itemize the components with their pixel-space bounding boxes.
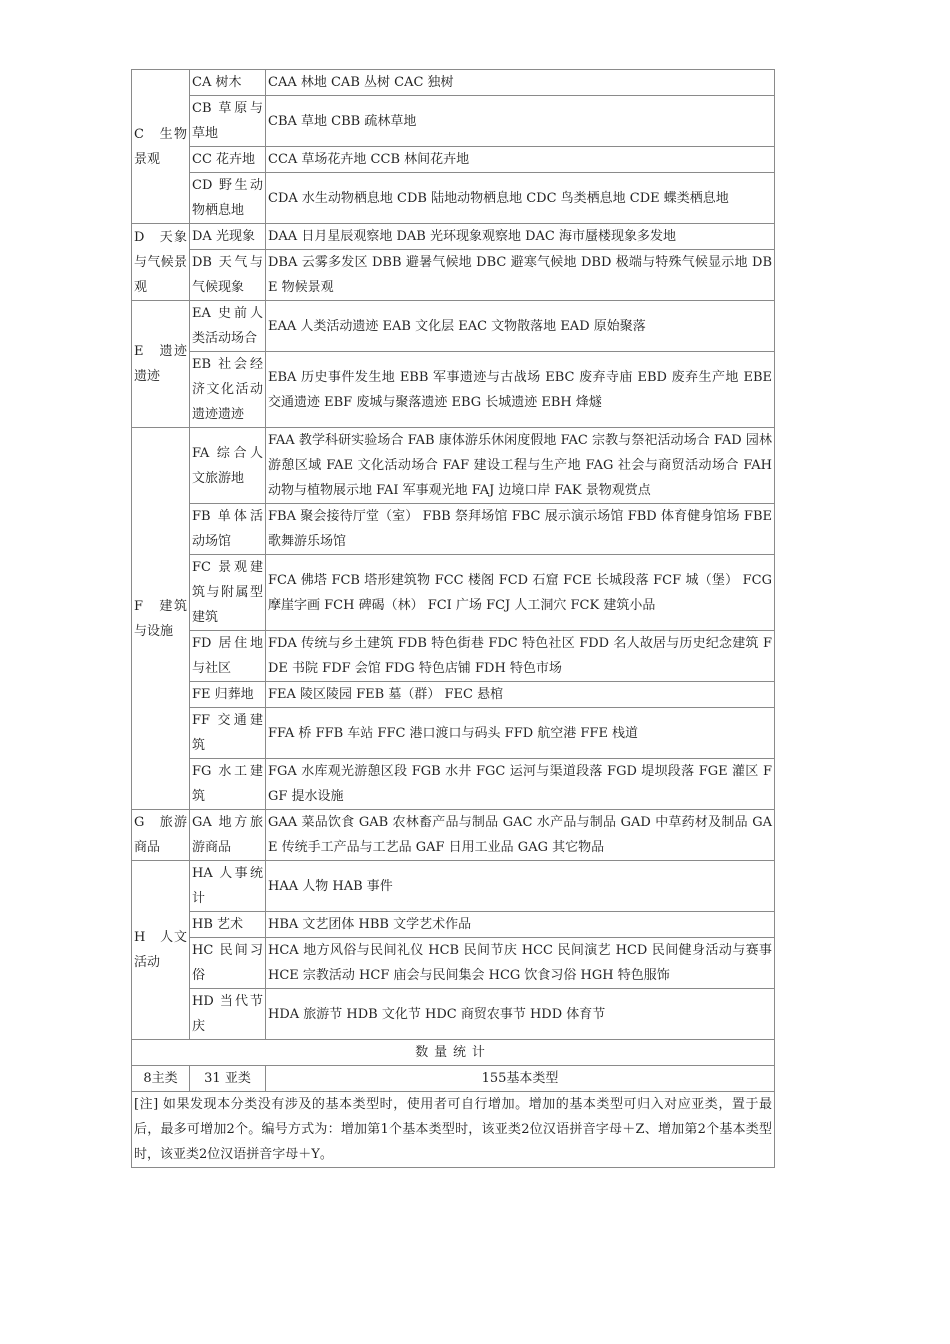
basic-types-cell: GAA 菜品饮食 GAB 农林畜产品与制品 GAC 水产品与制品 GAD 中草药材及制品 GAE 传统手工产品与工艺品 GAF 日用工业品 GAG 其它物品 — [266, 810, 775, 861]
subcategory-cell: DA 光现象 — [190, 224, 266, 250]
stats-title-row — [132, 1040, 775, 1066]
stats-title: 数量统计 — [132, 1040, 775, 1066]
subcategory-count: 31 亚类 — [190, 1066, 266, 1092]
main-category-cell: H 人文活动 — [132, 861, 190, 1040]
basic-types-cell: EAA 人类活动遗迹 EAB 文化层 EAC 文物散落地 EAD 原始聚落 — [266, 301, 775, 352]
subcategory-cell: FD 居住地与社区 — [190, 631, 266, 682]
main-category-cell: C 生物景观 — [132, 70, 190, 224]
subcategory-row — [132, 147, 775, 173]
subcategory-cell: CA 树木 — [190, 70, 266, 96]
subcategory-row — [132, 912, 775, 938]
subcategory-cell: HD 当代节庆 — [190, 989, 266, 1040]
classification-table — [131, 69, 775, 1168]
subcategory-row — [132, 96, 775, 147]
subcategory-row — [132, 555, 775, 631]
basic-type-count: 155基本类型 — [266, 1066, 775, 1092]
subcategory-row — [132, 759, 775, 810]
basic-types-cell: EBA 历史事件发生地 EBB 军事遗迹与古战场 EBC 废弃寺庙 EBD 废弃生产地 EBE 交通遗迹 EBF 废城与聚落遗迹 EBG 长城遗迹 EBH 烽燧 — [266, 352, 775, 428]
subcategory-cell: CB 草原与草地 — [190, 96, 266, 147]
subcategory-cell: DB 天气与气候现象 — [190, 250, 266, 301]
subcategory-row — [132, 428, 775, 504]
subcategory-row — [132, 682, 775, 708]
subcategory-cell: GA 地方旅游商品 — [190, 810, 266, 861]
subcategory-cell: FA 综合人文旅游地 — [190, 428, 266, 504]
subcategory-cell: FF 交通建筑 — [190, 708, 266, 759]
subcategory-cell: EB 社会经济文化活动遗迹遗迹 — [190, 352, 266, 428]
subcategory-row — [132, 250, 775, 301]
basic-types-cell: HAA 人物 HAB 事件 — [266, 861, 775, 912]
basic-types-cell: FAA 教学科研实验场合 FAB 康体游乐休闲度假地 FAC 宗教与祭祀活动场合 FAD 园林游憩区域 FAE 文化活动场合 FAF 建设工程与生产地 FAG 社会与商贸活动场合 FAH 动物与植物展示地 FAI 军事观光地 FAJ 边境口岸 FAK 景物观赏点 — [266, 428, 775, 504]
basic-types-cell: CDA 水生动物栖息地 CDB 陆地动物栖息地 CDC 鸟类栖息地 CDE 蝶类栖息地 — [266, 173, 775, 224]
basic-types-cell: DBA 云雾多发区 DBB 避暑气候地 DBC 避寒气候地 DBD 极端与特殊气候显示地 DBE 物候景观 — [266, 250, 775, 301]
classification-table-page — [131, 69, 774, 1168]
basic-types-cell: FDA 传统与乡土建筑 FDB 特色街巷 FDC 特色社区 FDD 名人故居与历史纪念建筑 FDE 书院 FDF 会馆 FDG 特色店铺 FDH 特色市场 — [266, 631, 775, 682]
subcategory-cell: HB 艺术 — [190, 912, 266, 938]
subcategory-row — [132, 504, 775, 555]
subcategory-cell: FB 单体活动场馆 — [190, 504, 266, 555]
basic-types-cell: DAA 日月星辰观察地 DAB 光环现象观察地 DAC 海市蜃楼现象多发地 — [266, 224, 775, 250]
main-category-cell: G 旅游商品 — [132, 810, 190, 861]
subcategory-row — [132, 938, 775, 989]
subcategory-cell: FC 景观建筑与附属型建筑 — [190, 555, 266, 631]
subcategory-row — [132, 631, 775, 682]
table-note: [注] 如果发现本分类没有涉及的基本类型时，使用者可自行增加。增加的基本类型可归入对应亚类，置于最后，最多可增加2个。编号方式为：增加第1个基本类型时，该亚类2位汉语拼音字母＋Z、增加第2个基本类型时，该亚类2位汉语拼音字母＋Y。 — [132, 1092, 775, 1168]
subcategory-row — [132, 810, 775, 861]
subcategory-cell: CC 花卉地 — [190, 147, 266, 173]
subcategory-row — [132, 301, 775, 352]
subcategory-row — [132, 70, 775, 96]
basic-types-cell: FGA 水库观光游憩区段 FGB 水井 FGC 运河与渠道段落 FGD 堤坝段落 FGE 灌区 FGF 提水设施 — [266, 759, 775, 810]
subcategory-row — [132, 173, 775, 224]
main-category-cell: E 遗迹遗迹 — [132, 301, 190, 428]
note-row — [132, 1092, 775, 1168]
subcategory-cell: FG 水工建筑 — [190, 759, 266, 810]
basic-types-cell: CAA 林地 CAB 丛树 CAC 独树 — [266, 70, 775, 96]
basic-types-cell: CBA 草地 CBB 疏林草地 — [266, 96, 775, 147]
stats-row — [132, 1066, 775, 1092]
subcategory-row — [132, 224, 775, 250]
basic-types-cell: HCA 地方风俗与民间礼仪 HCB 民间节庆 HCC 民间演艺 HCD 民间健身活动与赛事 HCE 宗教活动 HCF 庙会与民间集会 HCG 饮食习俗 HGH 特色服饰 — [266, 938, 775, 989]
subcategory-row — [132, 352, 775, 428]
subcategory-cell: CD 野生动物栖息地 — [190, 173, 266, 224]
main-category-cell: F 建筑与设施 — [132, 428, 190, 810]
subcategory-cell: FE 归葬地 — [190, 682, 266, 708]
subcategory-cell: HC 民间习俗 — [190, 938, 266, 989]
main-category-count: 8主类 — [132, 1066, 190, 1092]
basic-types-cell: HBA 文艺团体 HBB 文学艺术作品 — [266, 912, 775, 938]
classification-table-body — [132, 70, 775, 1168]
subcategory-row — [132, 708, 775, 759]
main-category-cell: D 天象与气候景观 — [132, 224, 190, 301]
subcategory-row — [132, 989, 775, 1040]
subcategory-row — [132, 861, 775, 912]
basic-types-cell: HDA 旅游节 HDB 文化节 HDC 商贸农事节 HDD 体育节 — [266, 989, 775, 1040]
subcategory-cell: EA 史前人类活动场合 — [190, 301, 266, 352]
basic-types-cell: CCA 草场花卉地 CCB 林间花卉地 — [266, 147, 775, 173]
basic-types-cell: FCA 佛塔 FCB 塔形建筑物 FCC 楼阁 FCD 石窟 FCE 长城段落 FCF 城（堡） FCG 摩崖字画 FCH 碑碣（林） FCI 广场 FCJ 人工洞穴 FCK 建筑小品 — [266, 555, 775, 631]
basic-types-cell: FFA 桥 FFB 车站 FFC 港口渡口与码头 FFD 航空港 FFE 栈道 — [266, 708, 775, 759]
subcategory-cell: HA 人事统计 — [190, 861, 266, 912]
basic-types-cell: FEA 陵区陵园 FEB 墓（群） FEC 悬棺 — [266, 682, 775, 708]
basic-types-cell: FBA 聚会接待厅堂（室） FBB 祭拜场馆 FBC 展示演示场馆 FBD 体育健身馆场 FBE 歌舞游乐场馆 — [266, 504, 775, 555]
